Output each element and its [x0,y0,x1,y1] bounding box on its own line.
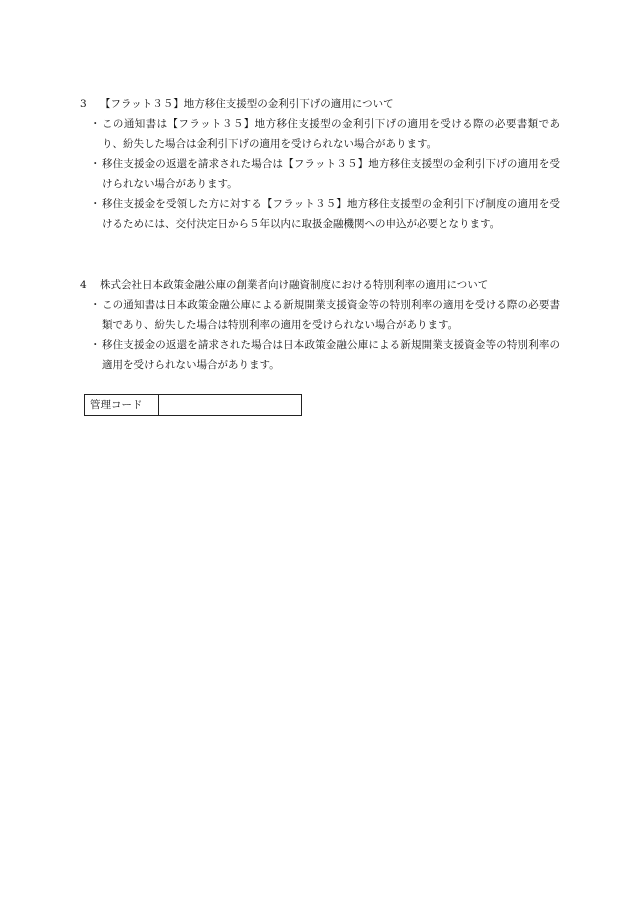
section-4-title: 株式会社日本政策金融公庫の創業者向け融資制度における特別利率の適用について [100,279,489,291]
bullet-mark: ・ [90,339,101,351]
section-3-bullet-2 [80,154,560,194]
section-3 [80,94,560,234]
section-4 [80,275,560,375]
section-3-heading [80,94,560,114]
management-code-label: 管理コード [85,395,159,415]
bullet-mark: ・ [90,118,101,130]
section-3-bullet-3-text: 移住支援金を受領した方に対する【フラット３５】地方移住支援型の金利引下げ制度の適用を受けるためには、交付決定日から５年以内に取扱金融機関への申込が必要となります。 [102,198,560,230]
section-4-number: 4 [80,279,87,291]
bullet-mark: ・ [90,198,101,210]
management-code-value[interactable] [159,395,301,415]
section-4-bullet-1 [80,295,560,335]
section-4-bullet-2 [80,335,560,375]
section-4-heading [80,275,560,295]
bullet-mark: ・ [90,158,101,170]
section-4-bullet-1-text: この通知書は日本政策金融公庫による新規開業支援資金等の特別利率の適用を受ける際の必要書類であり、紛失した場合は特別利率の適用を受けられない場合があります。 [102,299,560,331]
section-3-bullet-3 [80,194,560,234]
section-3-title: 【フラット３５】地方移住支援型の金利引下げの適用について [100,98,394,110]
section-3-number: 3 [80,98,87,110]
section-3-bullet-2-text: 移住支援金の返還を請求された場合は【フラット３５】地方移住支援型の金利引下げの適用を受けられない場合があります。 [102,158,560,190]
section-4-bullet-2-text: 移住支援金の返還を請求された場合は日本政策金融公庫による新規開業支援資金等の特別利率の適用を受けられない場合があります。 [102,339,560,371]
management-code-box [84,394,302,416]
section-3-bullet-1-text: この通知書は【フラット３５】地方移住支援型の金利引下げの適用を受ける際の必要書類であり、紛失した場合は金利引下げの適用を受けられない場合があります。 [102,118,560,150]
bullet-mark: ・ [90,299,101,311]
section-3-bullet-1 [80,114,560,154]
